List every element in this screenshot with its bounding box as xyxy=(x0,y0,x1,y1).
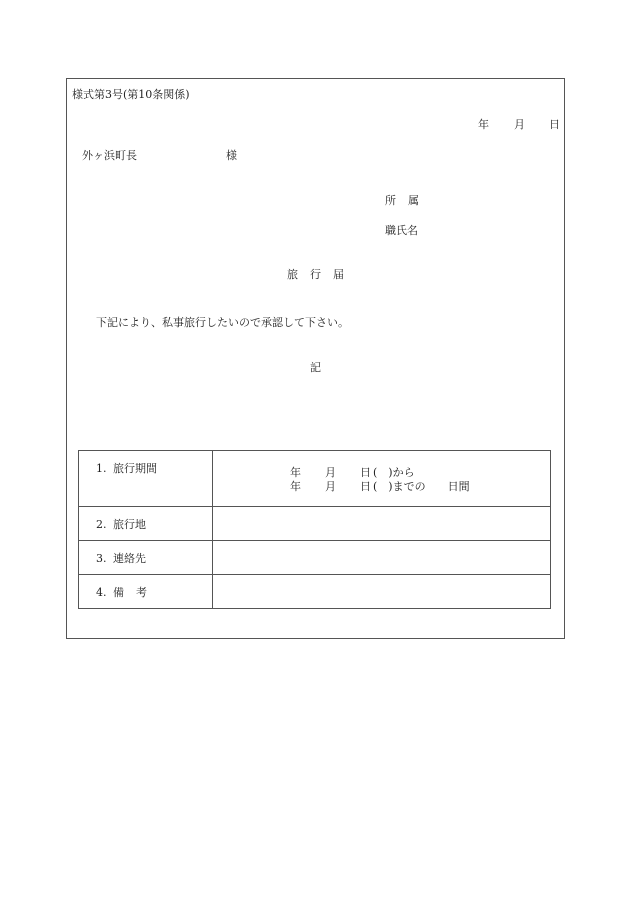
affiliation-label-part1: 所 xyxy=(385,194,396,207)
form-frame xyxy=(66,78,565,639)
period-to-month: 月 xyxy=(325,480,336,493)
destination-label xyxy=(79,507,213,541)
affiliation-label xyxy=(385,195,419,206)
document-title-char3: 届 xyxy=(333,268,344,281)
document-title-char2: 行 xyxy=(310,268,321,281)
table-row xyxy=(79,507,551,541)
table-row xyxy=(79,541,551,575)
affiliation-label-part2: 属 xyxy=(408,194,419,207)
period-from-suffix: ( )から xyxy=(373,466,415,479)
remarks-label xyxy=(79,575,213,609)
row-number: 3. xyxy=(96,551,107,565)
row-label: 旅行期間 xyxy=(113,462,157,475)
table-row xyxy=(79,451,551,507)
row-label-part1: 備 xyxy=(113,585,124,599)
period-from-year: 年 xyxy=(290,466,301,479)
remarks-field[interactable] xyxy=(213,575,551,609)
row-number: 4. xyxy=(96,585,107,599)
document-title xyxy=(287,269,344,280)
destination-field[interactable] xyxy=(213,507,551,541)
contact-label xyxy=(79,541,213,575)
details-table xyxy=(78,450,551,609)
request-statement: 下記により、私事旅行したいので承認して下さい。 xyxy=(96,316,349,329)
date-day-label: 日 xyxy=(549,118,560,131)
row-number: 2. xyxy=(96,517,107,531)
table-row xyxy=(79,575,551,609)
travel-period-field[interactable] xyxy=(213,451,551,507)
period-to-day: 日 xyxy=(360,480,371,493)
note-heading: 記 xyxy=(310,361,321,374)
period-to-line xyxy=(213,478,550,492)
period-from-line xyxy=(213,464,550,478)
row-label: 旅行地 xyxy=(113,517,146,531)
row-label: 連絡先 xyxy=(113,551,146,565)
row-label-part2: 考 xyxy=(136,585,147,599)
date-month-label: 月 xyxy=(514,118,525,131)
addressee: 外ヶ浜町長 xyxy=(82,149,137,162)
travel-period-label xyxy=(79,451,213,507)
date-year-label: 年 xyxy=(478,118,489,131)
form-number: 様式第3号(第10条関係) xyxy=(72,88,190,101)
document-title-char1: 旅 xyxy=(287,268,298,281)
period-to-suffix: ( )までの 日間 xyxy=(373,480,470,493)
row-number: 1. xyxy=(96,462,107,475)
period-to-year: 年 xyxy=(290,480,301,493)
honorific: 様 xyxy=(226,149,237,162)
period-from-month: 月 xyxy=(325,466,336,479)
contact-field[interactable] xyxy=(213,541,551,575)
period-from-day: 日 xyxy=(360,466,371,479)
name-label: 職氏名 xyxy=(385,224,418,237)
